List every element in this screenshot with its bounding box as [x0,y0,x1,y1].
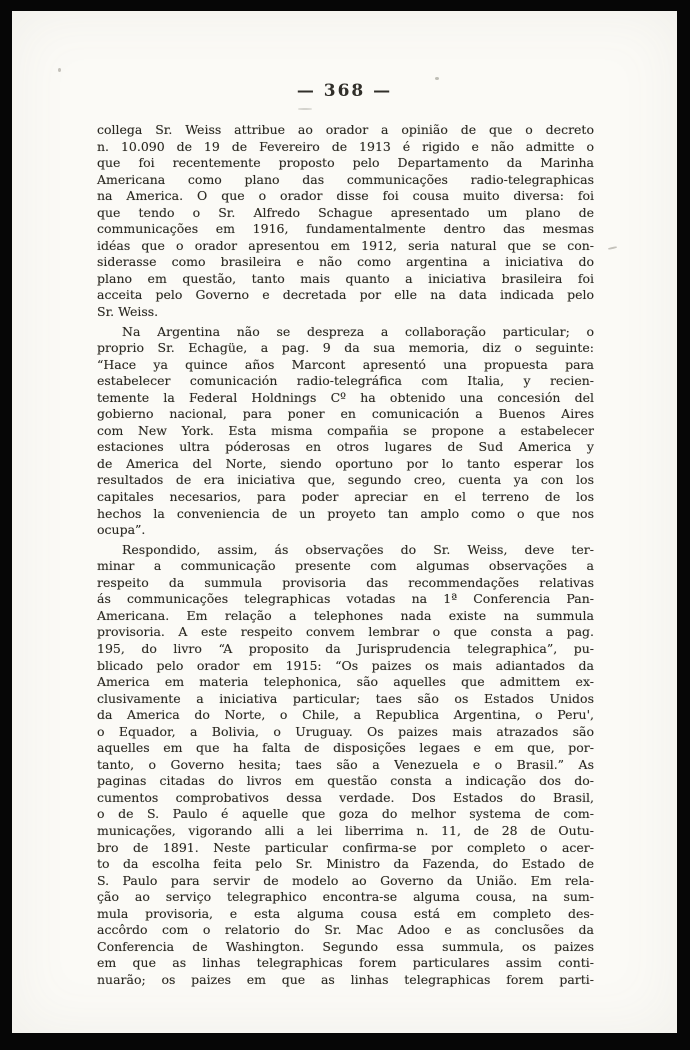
text-line: Na Argentina não se despreza a collaboração particular; o [122,323,594,339]
page-text [97,122,594,988]
text-line: nuarão; os paizes em que as linhas telegraphicas forem parti- [97,971,594,987]
text-line: temente la Federal Holdnings Cº ha obtenido una concesión del [97,389,594,405]
text-line: clusivamente a iniciativa particular; taes são os Estados Unidos [97,690,594,706]
text-line: respeito da summula provisoria das recommendações relativas [97,574,594,590]
text-line: tanto, o Governo hesita; taes são a Venezuela e o Brasil.” As [97,756,594,772]
text-line: Sr. Weiss. [97,304,159,320]
scan-artifact [608,246,617,250]
text-line: estaciones ultra póderosas en otros lugares de Sud America y [97,439,594,455]
text-line: em que as linhas telegraphicas forem particulares assim conti- [97,955,594,971]
text-line: n. 10.090 de 19 de Fevereiro de 1913 é rigido e não admitte o [97,138,594,154]
text-line: Respondido, assim, ás observações do Sr. Weiss, deve ter- [122,541,594,557]
text-line: com New York. Esta misma compañia se propone a estabelecer [97,422,594,438]
text-line: de America del Norte, siendo oportuno por lo tanto esperar los [97,455,594,471]
paragraph [97,324,594,539]
text-line: idéas que o orador apresentou em 1912, seria natural que se con- [97,237,594,253]
text-line: da America do Norte, o Chile, a Republica Argentina, o Peru', [97,707,594,723]
text-line: o de S. Paulo é aquelle que goza do melhor systema de com- [97,806,594,822]
scan-artifact [58,68,61,72]
text-line: mula provisoria, e esta alguma cousa está em completo des- [97,905,594,921]
paragraph [97,122,594,321]
text-line: Americana. Em relação a telephones nada existe na summula [97,607,594,623]
text-line: collega Sr. Weiss attribue ao orador a opinião de que o decreto [97,122,594,137]
text-line: bro de 1891. Neste particular confirma-se por completo o acer- [97,839,594,855]
text-line: estabelecer comunicación radio-telegráfica com Italia, y recien- [97,373,594,389]
book-page [12,11,677,1033]
text-line: na America. O que o orador disse foi cousa muito diversa: foi [97,188,594,204]
text-line: cumentos comprobativos dessa verdade. Dos Estados do Brasil, [97,789,594,805]
text-line: S. Paulo para servir de modelo ao Governo da União. Em rela- [97,872,594,888]
text-line: accôrdo com o relatorio do Sr. Mac Adoo e as conclusões da [97,922,594,938]
text-line: ção ao serviço telegraphico encontra-se alguma cousa, na sum- [97,889,594,905]
text-line: to da escolha feita pelo Sr. Ministro da Fazenda, do Estado de [97,856,594,872]
text-line: paginas citadas do livros em questão consta a indicação dos do- [97,773,594,789]
page-number: — 368 — [296,81,393,101]
text-line: que tendo o Sr. Alfredo Schague apresentado um plano de [97,204,594,220]
scan-artifact [298,108,312,110]
text-line: proprio Sr. Echagüe, a pag. 9 da sua memoria, diz o seguinte: [97,340,594,356]
text-line: communicações em 1916, fundamentalmente dentro das mesmas [97,221,594,237]
text-line: capitales necesarios, para poder apreciar en el terreno de los [97,489,594,505]
text-line: blicado pelo orador em 1915: “Os paizes os mais adiantados da [97,657,594,673]
text-line: minar a communicação presente com algumas observações a [97,558,594,574]
text-line: provisoria. A este respeito convem lembrar o que consta a pag. [97,624,594,640]
text-line: aquelles em que ha falta de disposições legaes e em que, por- [97,740,594,756]
paragraph [97,542,594,989]
text-line: gobierno nacional, para poner en comunicación a Buenos Aires [97,406,594,422]
text-line: Americana como plano das communicações radio-telegraphicas [97,171,594,187]
scan-artifact [435,77,439,80]
text-line: que foi recentemente proposto pelo Departamento da Marinha [97,155,594,171]
text-line: ás communicações telegraphicas votadas na 1ª Conferencia Pan- [97,591,594,607]
text-line: hechos la conveniencia de un proyeto tan amplo como o que nos [97,505,594,521]
text-line: siderasse como brasileira e não como argentina a iniciativa do [97,254,594,270]
text-line: o Equador, a Bolivia, o Uruguay. Os paizes mais atrazados são [97,723,594,739]
text-line: Conferencia de Washington. Segundo essa summula, os paizes [97,938,594,954]
text-line: resultados de era iniciativa que, segundo creo, cuenta ya con los [97,472,594,488]
text-line: plano em questão, tanto mais quanto a iniciativa brasileira foi [97,270,594,286]
text-line: America em materia telephonica, são aquelles que admittem ex- [97,674,594,690]
text-line: “Hace ya quince años Marcont apresentó una propuesta para [97,356,594,372]
text-line: municações, vigorando alli a lei liberrima n. 11, de 28 de Outu- [97,822,594,838]
text-line: ocupa”. [97,522,146,538]
text-line: 195, do livro “A proposito da Jurisprudencia telegraphica”, pu- [97,640,594,656]
text-line: acceita pelo Governo e decretada por elle na data indicada pelo [97,287,594,303]
